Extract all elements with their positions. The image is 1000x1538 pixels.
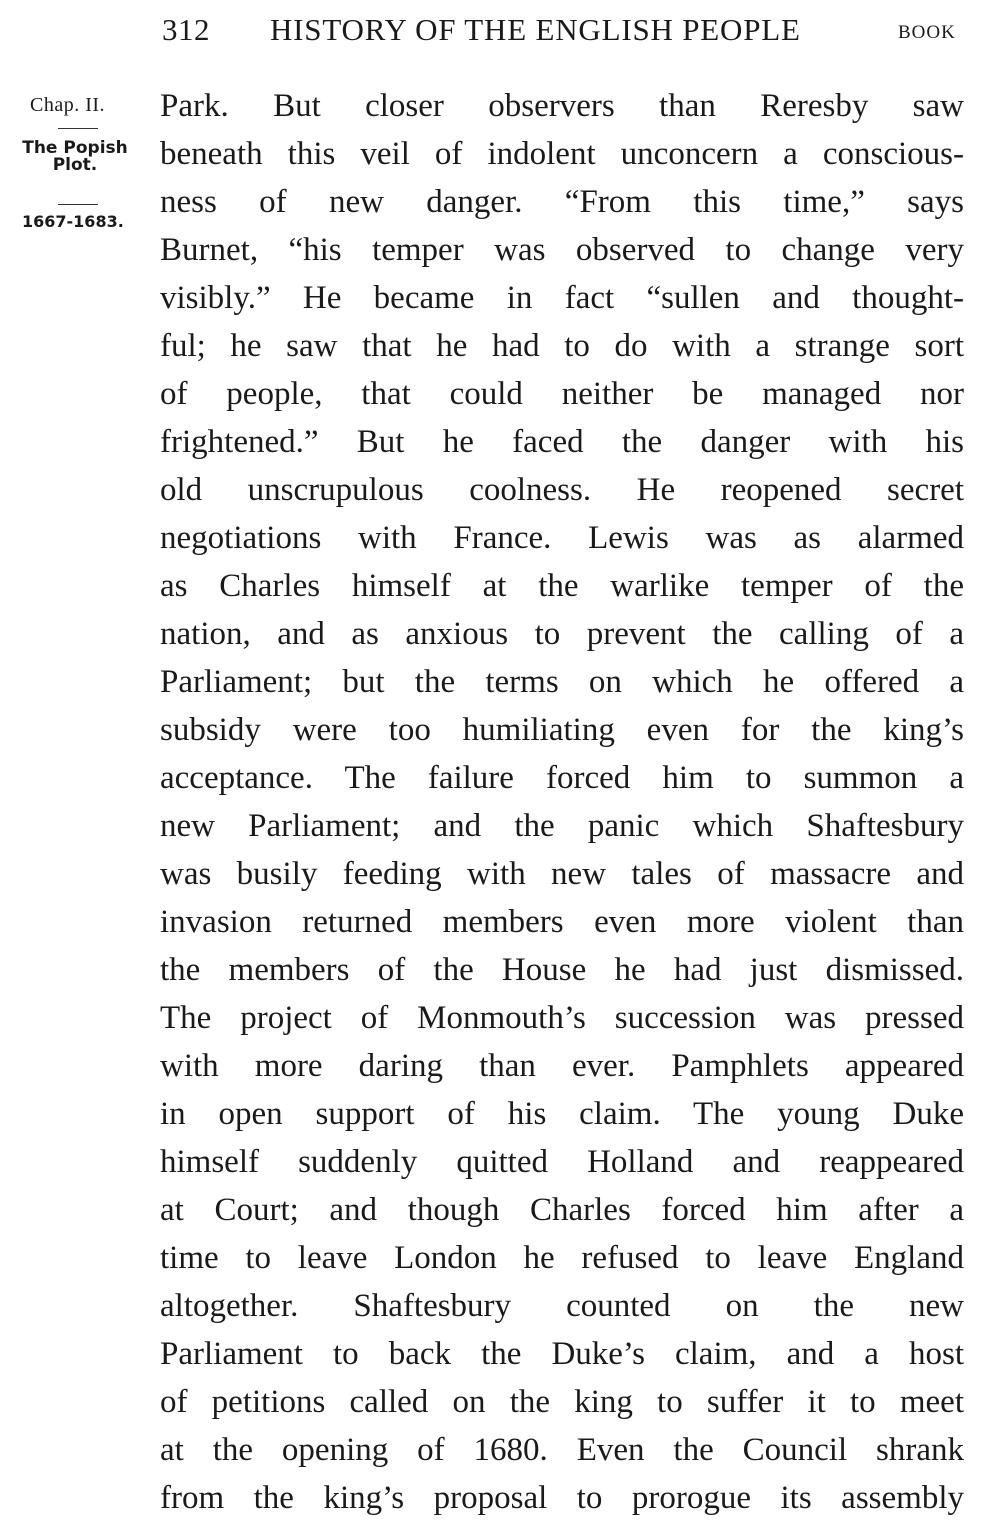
text-line: visibly.” He became in fact “sullen and thought- <box>160 280 964 316</box>
text-line: new Parliament; and the panic which Shaftesbury <box>160 808 964 844</box>
text-line: acceptance. The failure forced him to summon a <box>160 760 964 796</box>
text-line: at the opening of 1680. Even the Council shrank <box>160 1432 964 1468</box>
text-line: ness of new danger. “From this time,” says <box>160 184 964 220</box>
text-line: the members of the House he had just dismissed. <box>160 952 964 988</box>
text-line: ful; he saw that he had to do with a strange sort <box>160 328 964 364</box>
text-line: in open support of his claim. The young Duke <box>160 1096 964 1132</box>
text-line: of petitions called on the king to suffer it to meet <box>160 1384 964 1420</box>
text-line: was busily feeding with new tales of massacre and <box>160 856 964 892</box>
book-label: BOOK <box>898 22 956 43</box>
page-number: 312 <box>162 12 210 47</box>
chapter-label: Chap. II. <box>30 94 106 116</box>
text-line: frightened.” But he faced the danger with his <box>160 424 964 460</box>
text-line: altogether. Shaftesbury counted on the new <box>160 1288 964 1324</box>
text-line: The project of Monmouth’s succession was pressed <box>160 1000 964 1036</box>
text-line: of people, that could neither be managed nor <box>160 376 964 412</box>
text-line: time to leave London he refused to leave England <box>160 1240 964 1276</box>
running-title: HISTORY OF THE ENGLISH PEOPLE <box>270 12 801 47</box>
text-line: from the king’s proposal to prorogue its assembly <box>160 1480 964 1516</box>
text-line: beneath this veil of indolent unconcern a conscious- <box>160 136 964 172</box>
text-line: subsidy were too humiliating even for the king’s <box>160 712 964 748</box>
text-line: as Charles himself at the warlike temper of the <box>160 568 964 604</box>
topic-label: The Popish Plot. <box>22 138 128 175</box>
body-text <box>160 82 964 1522</box>
text-line: negotiations with France. Lewis was as alarmed <box>160 520 964 556</box>
text-line: Parliament to back the Duke’s claim, and a host <box>160 1336 964 1372</box>
margin-divider <box>58 204 98 205</box>
text-line: himself suddenly quitted Holland and reappeared <box>160 1144 964 1180</box>
text-line: Parliament; but the terms on which he offered a <box>160 664 964 700</box>
page-header <box>0 8 1000 48</box>
text-line: nation, and as anxious to prevent the calling of a <box>160 616 964 652</box>
text-line: at Court; and though Charles forced him after a <box>160 1192 964 1228</box>
text-line: with more daring than ever. Pamphlets appeared <box>160 1048 964 1084</box>
text-line: invasion returned members even more violent than <box>160 904 964 940</box>
date-range: 1667-1683. <box>22 212 124 231</box>
text-line: Park. But closer observers than Reresby saw <box>160 88 964 124</box>
text-line: Burnet, “his temper was observed to change very <box>160 232 964 268</box>
text-line: old unscrupulous coolness. He reopened secret <box>160 472 964 508</box>
margin-divider <box>58 128 98 129</box>
